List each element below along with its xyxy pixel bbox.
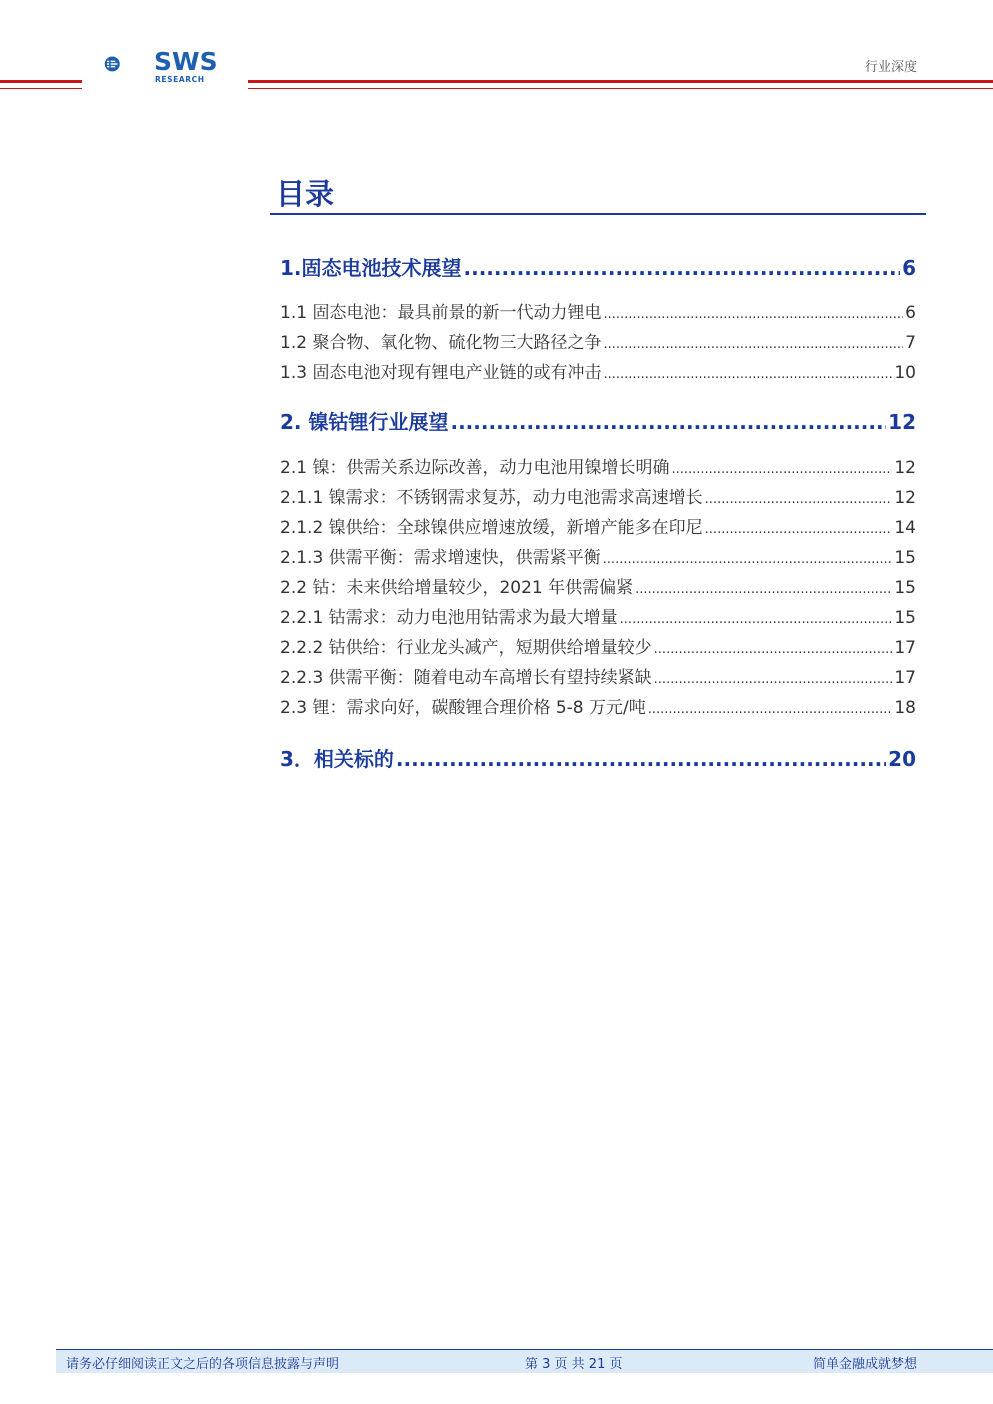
- toc-entry-label: 2.2.2 钴供给：行业龙头减产，短期供给增量较少: [280, 638, 652, 658]
- toc-leader: [620, 612, 893, 627]
- toc-entry-label: 2.1.3 供需平衡：需求增速快，供需紧平衡: [280, 548, 601, 568]
- toc-entry[interactable]: [280, 406, 916, 435]
- toc-entry-page: 12: [894, 488, 916, 508]
- toc-leader: [671, 462, 892, 477]
- toc-entry-page: 15: [894, 578, 916, 598]
- logo-wordmark: SWS: [154, 47, 218, 76]
- toc-entry[interactable]: [280, 573, 916, 598]
- toc-entry[interactable]: [280, 633, 916, 658]
- toc-leader: [603, 367, 892, 382]
- toc-leader: [450, 410, 886, 434]
- toc-entry[interactable]: [280, 743, 916, 772]
- header-rule-right-thin: [248, 88, 993, 89]
- toc-entry-label: 2.1 镍：供需关系边际改善，动力电池用镍增长明确: [280, 458, 670, 478]
- toc-entry-page: 20: [888, 747, 916, 771]
- toc-entry-page: 12: [894, 458, 916, 478]
- document-type: 行业深度: [864, 60, 917, 75]
- toc-leader: [396, 747, 886, 771]
- header-rule-left-thin: [0, 88, 82, 89]
- toc-leader: [648, 702, 893, 717]
- toc-leader: [654, 642, 893, 657]
- toc-entry[interactable]: [280, 513, 916, 538]
- toc-entry-label: 1.1 固态电池：最具前景的新一代动力锂电: [280, 303, 602, 323]
- toc-entry-page: 15: [894, 548, 916, 568]
- header-rule-right: [248, 80, 993, 83]
- toc-title-rule: [270, 213, 926, 215]
- toc-entry-label: 2.1.1 镍需求：不锈钢需求复苏，动力电池需求高速增长: [280, 488, 703, 508]
- toc-entry-page: 7: [905, 333, 916, 353]
- toc-leader: [603, 307, 903, 322]
- logo-subtitle: RESEARCH: [155, 75, 205, 84]
- toc-entry-label: 2. 镍钴锂行业展望: [280, 410, 449, 434]
- toc-entry-page: 18: [894, 698, 916, 718]
- toc-entry-page: 14: [894, 518, 916, 538]
- footer-disclaimer: 请务必仔细阅读正文之后的各项信息披露与声明: [66, 1357, 340, 1372]
- toc-leader: [603, 337, 903, 352]
- toc-entry-page: 6: [905, 303, 916, 323]
- toc-entry[interactable]: [280, 453, 916, 478]
- toc-leader: [635, 582, 892, 597]
- toc-entry[interactable]: [280, 358, 916, 383]
- header-rule-left: [0, 80, 82, 83]
- toc-entry[interactable]: [280, 328, 916, 353]
- toc-leader: [603, 552, 893, 567]
- toc-entry-label: 2.3 锂：需求向好，碳酸锂合理价格 5-8 万元/吨: [280, 698, 646, 718]
- toc-entry-page: 15: [894, 608, 916, 628]
- toc-entry-page: 17: [894, 668, 916, 688]
- toc-entry-label: 2.2.1 钴需求：动力电池用钴需求为最大增量: [280, 608, 618, 628]
- toc-title: 目录: [276, 177, 335, 211]
- footer-rule: [56, 1349, 993, 1350]
- toc-leader: [705, 492, 893, 507]
- toc-leader: [705, 522, 893, 537]
- toc-entry[interactable]: [280, 603, 916, 628]
- toc-entry-label: 2.2.3 供需平衡：随着电动车高增长有望持续紧缺: [280, 668, 652, 688]
- footer-slogan: 简单金融成就梦想: [812, 1357, 917, 1372]
- toc-entry-page: 12: [888, 410, 916, 434]
- toc-entry[interactable]: [280, 298, 916, 323]
- toc-entry-page: 6: [902, 256, 916, 280]
- toc-entry-label: 3．相关标的: [280, 747, 394, 771]
- toc-leader: [654, 672, 893, 687]
- toc-entry-label: 2.1.2 镍供给：全球镍供应增速放缓，新增产能多在印尼: [280, 518, 703, 538]
- toc-entry-label: 1.3 固态电池对现有锂电产业链的或有冲击: [280, 363, 602, 383]
- toc-entry[interactable]: [280, 483, 916, 508]
- toc-leader: [464, 256, 901, 280]
- toc-entry-label: 1.2 聚合物、氧化物、硫化物三大路径之争: [280, 333, 602, 353]
- toc-entry-page: 17: [894, 638, 916, 658]
- footer-page-number: 第 3 页 共 21 页: [525, 1357, 623, 1372]
- toc-entry[interactable]: [280, 252, 916, 281]
- sws-logo-icon: [104, 42, 152, 86]
- toc-entry-label: 2.2 钴：未来供给增量较少，2021 年供需偏紧: [280, 578, 634, 598]
- toc-entry-label: 1.固态电池技术展望: [280, 256, 462, 280]
- toc-entry-page: 10: [894, 363, 916, 383]
- toc-entry[interactable]: [280, 663, 916, 688]
- toc-entry[interactable]: [280, 693, 916, 718]
- toc-entry[interactable]: [280, 543, 916, 568]
